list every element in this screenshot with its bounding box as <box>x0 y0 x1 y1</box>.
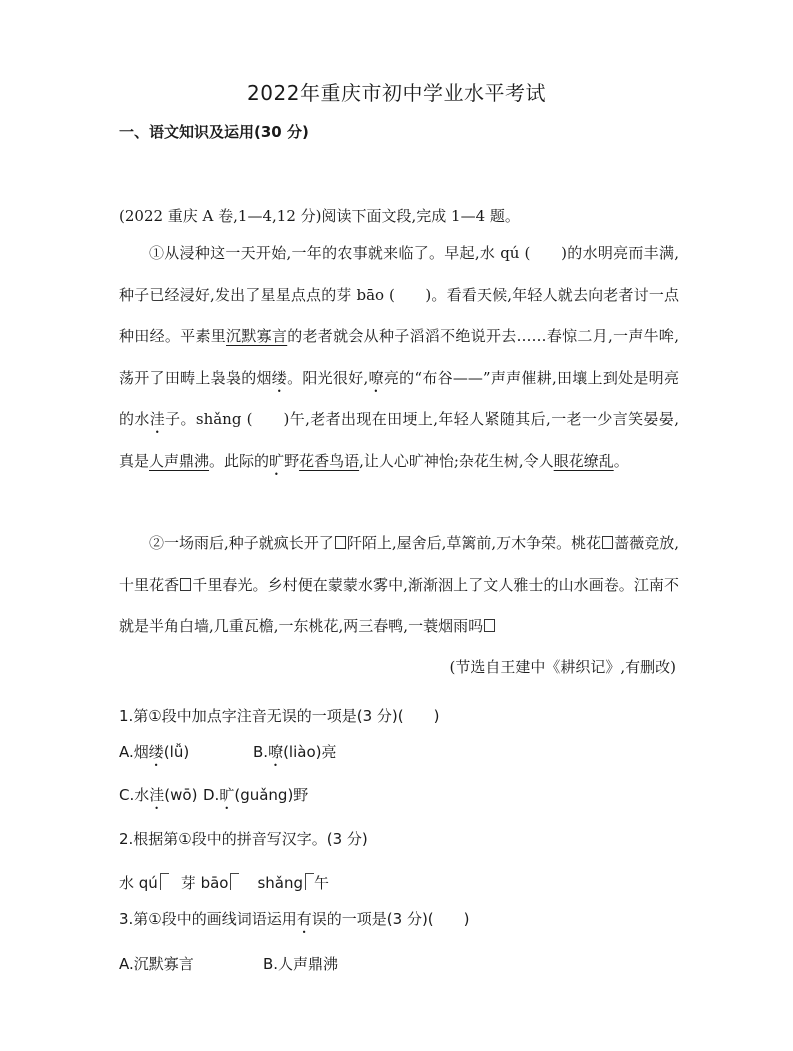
reading-intro: (2022 重庆 A 卷,1—4,12 分)阅读下面文段,完成 1—4 题。 <box>119 207 520 225</box>
option-text: B. <box>253 743 269 761</box>
option-text: (guǎng)野 <box>234 786 309 804</box>
answer-bracket[interactable] <box>230 873 239 890</box>
option-text: (lǚ) <box>163 743 190 761</box>
pinyin-suffix: 午 <box>314 874 330 892</box>
punctuation-blank-box <box>484 619 495 632</box>
punctuation-blank-box <box>602 536 613 549</box>
dotted-char: 缕 <box>271 368 288 387</box>
underlined-phrase: 眼花缭乱 <box>553 451 614 470</box>
q3-option-b: B.人声鼎沸 <box>263 955 339 973</box>
underlined-phrase: 花香鸟语 <box>299 451 360 470</box>
question-1: 1.第①段中加点字注音无误的一项是(3 分)( ) <box>119 707 440 725</box>
text-run: ①从浸种这一天开始,一年的农事就来临了。早起,水 qú ( )的水明亮而丰满,种子已经浸好,发出了星星点点的芽 bāo ( )。看看天候,年轻人就去向老者讨一点种田经。平素里 <box>119 244 679 345</box>
pinyin-prompt: shǎng <box>257 874 304 892</box>
answer-bracket[interactable] <box>160 873 169 890</box>
text-run: 千里春光。乡村便在蒙蒙水雾中,渐渐洇上了文人雅士的山水画卷。江南不就是半角白墙,几重瓦檐,一东桃花,两三春鸭,一蓑烟雨吗 <box>119 575 679 635</box>
text-run: ,让人心旷神怡;杂花生树,令人 <box>359 451 554 470</box>
punctuation-blank-box <box>180 578 191 591</box>
text-run: 亮的“布谷——”声声催耕,田壤上到处是明亮的水 <box>119 368 679 428</box>
question-text: 误的一项是(3 分)( ) <box>311 910 470 928</box>
q1-option-d <box>203 784 308 813</box>
text-run: 蔷薇竞放,十里花香 <box>119 534 679 594</box>
answer-bracket[interactable] <box>305 873 314 890</box>
dotted-char: 嘹 <box>268 743 284 761</box>
dotted-char: 有 <box>296 910 312 928</box>
text-run: 阡陌上,屋舍后,草篱前,万木争荣。桃花 <box>346 534 602 552</box>
question-2: 2.根据第①段中的拼音写汉字。(3 分) <box>119 830 368 848</box>
dotted-char: 洼 <box>149 786 165 804</box>
text-run: 野 <box>284 451 300 470</box>
q2-answer-line <box>119 872 329 893</box>
option-text: (liào)亮 <box>283 743 337 761</box>
pinyin-prompt: 水 qú <box>119 874 158 892</box>
passage-paragraph-1 <box>119 233 679 482</box>
underlined-phrase: 人声鼎沸 <box>149 451 210 470</box>
question-3 <box>119 908 470 937</box>
q1-option-c <box>119 784 197 813</box>
option-text: C.水 <box>119 786 150 804</box>
text-run: 。阳光很好, <box>287 368 369 387</box>
text-run: 子。shǎng ( )午,老者出现在田埂上,年轻人紧随其后,一老一少言笑晏晏,真是 <box>119 410 679 470</box>
dotted-char: 旷 <box>269 451 285 470</box>
underlined-phrase: 沉默寡言 <box>226 327 288 345</box>
text-run: ②一场雨后,种子就疯长开了 <box>149 534 334 552</box>
text-run: 。 <box>613 451 629 470</box>
dotted-char: 嘹 <box>368 368 384 387</box>
q1-option-b <box>253 741 337 770</box>
dotted-char: 旷 <box>219 786 235 804</box>
question-text: 3.第①段中的画线词语运用 <box>119 910 297 928</box>
dotted-char: 缕 <box>148 743 164 761</box>
punctuation-blank-box <box>335 536 346 549</box>
dotted-char: 洼 <box>149 410 166 428</box>
page-title: 2022年重庆市初中学业水平考试 <box>247 81 546 105</box>
option-text: D. <box>203 786 220 804</box>
q1-option-a <box>119 741 189 770</box>
text-run: 的老者就会从种子滔滔不绝说开去……春惊二月,一声牛哞,荡开了田畴上袅袅的烟 <box>119 327 679 387</box>
option-text: A.烟 <box>119 743 149 761</box>
passage-paragraph-2 <box>119 523 679 648</box>
q3-option-a: A.沉默寡言 <box>119 955 194 973</box>
option-text: (wō) <box>164 786 198 804</box>
text-run: 。此际的 <box>209 451 270 470</box>
pinyin-prompt: 芽 bāo <box>180 874 229 892</box>
section-heading: 一、语文知识及运用(30 分) <box>119 123 309 141</box>
source-citation: (节选自王建中《耕织记》,有删改) <box>449 658 676 676</box>
